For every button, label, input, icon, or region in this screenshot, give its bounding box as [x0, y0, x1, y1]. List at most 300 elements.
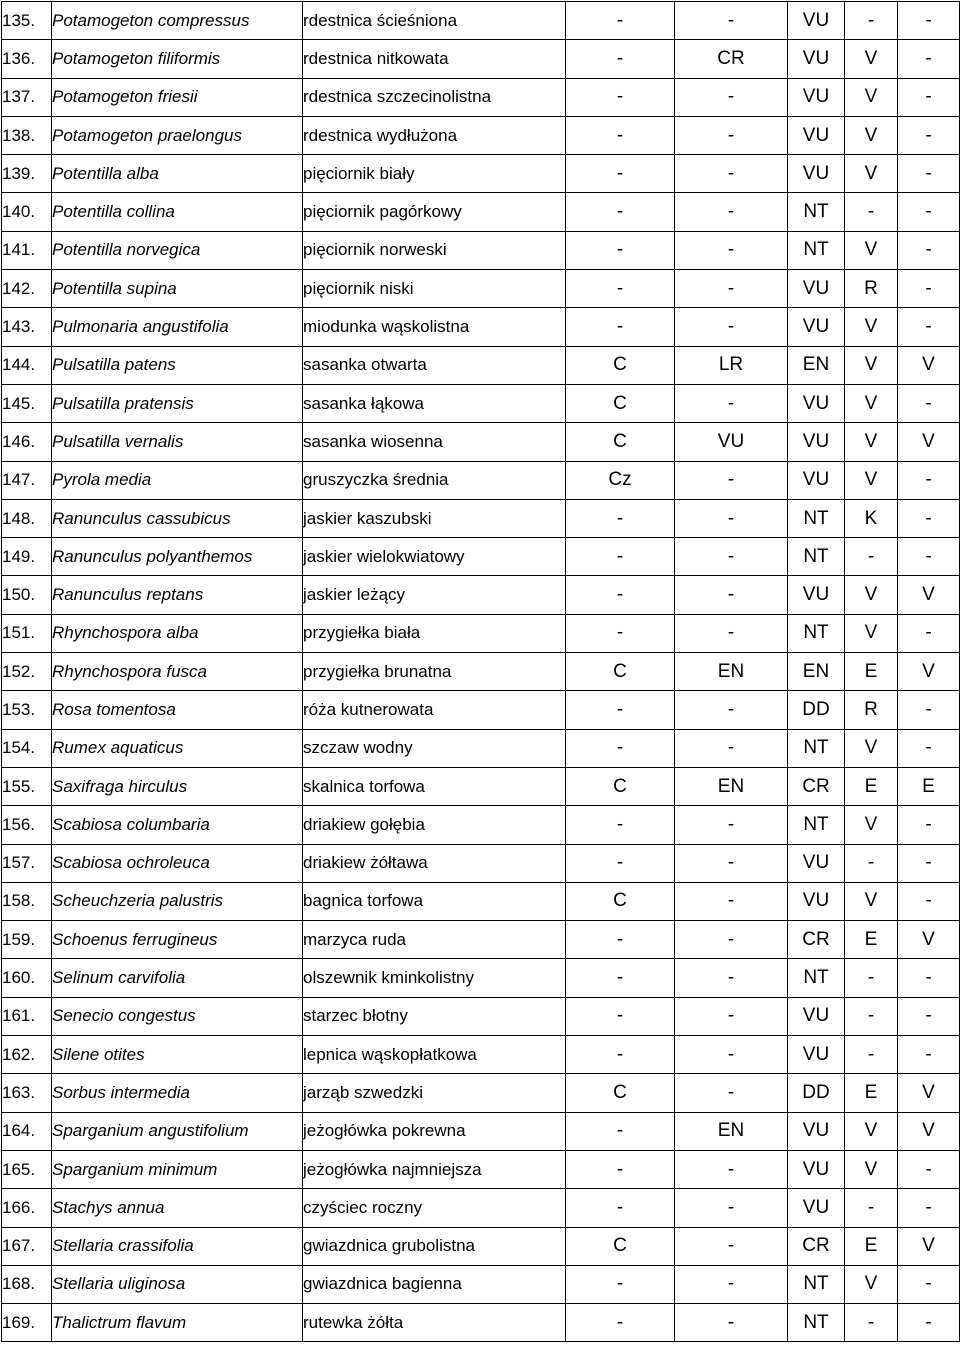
latin-name: Sorbus intermedia: [52, 1074, 303, 1112]
row-number: 157.: [2, 844, 52, 882]
status-code-3: VU: [788, 882, 845, 920]
status-code-3: DD: [788, 691, 845, 729]
status-code-1: -: [566, 1189, 675, 1227]
status-code-5: -: [898, 959, 960, 997]
row-number: 141.: [2, 231, 52, 269]
table-row: [2, 423, 960, 461]
status-code-3: VU: [788, 997, 845, 1035]
status-code-4: -: [845, 997, 898, 1035]
row-number: 153.: [2, 691, 52, 729]
latin-name: Pulsatilla vernalis: [52, 423, 303, 461]
status-code-1: C: [566, 384, 675, 422]
latin-name: Saxifraga hirculus: [52, 767, 303, 805]
status-code-5: -: [898, 270, 960, 308]
status-code-1: -: [566, 499, 675, 537]
table-row: [2, 614, 960, 652]
status-code-4: V: [845, 116, 898, 154]
row-number: 139.: [2, 155, 52, 193]
table-row: [2, 538, 960, 576]
status-code-4: E: [845, 921, 898, 959]
table-row: [2, 959, 960, 997]
status-code-2: -: [675, 691, 788, 729]
latin-name: Stellaria uliginosa: [52, 1265, 303, 1303]
latin-name: Sparganium angustifolium: [52, 1112, 303, 1150]
polish-name: jaskier kaszubski: [303, 499, 566, 537]
status-code-5: V: [898, 423, 960, 461]
table-row: [2, 461, 960, 499]
status-code-3: VU: [788, 1150, 845, 1188]
status-code-1: -: [566, 538, 675, 576]
polish-name: jaskier leżący: [303, 576, 566, 614]
row-number: 161.: [2, 997, 52, 1035]
row-number: 148.: [2, 499, 52, 537]
status-code-3: VU: [788, 155, 845, 193]
status-code-3: NT: [788, 1265, 845, 1303]
status-code-4: R: [845, 270, 898, 308]
status-code-4: V: [845, 423, 898, 461]
polish-name: gwiazdnica grubolistna: [303, 1227, 566, 1265]
row-number: 146.: [2, 423, 52, 461]
status-code-5: V: [898, 1112, 960, 1150]
status-code-1: -: [566, 231, 675, 269]
row-number: 164.: [2, 1112, 52, 1150]
polish-name: jarząb szwedzki: [303, 1074, 566, 1112]
polish-name: starzec błotny: [303, 997, 566, 1035]
status-code-5: -: [898, 1150, 960, 1188]
status-code-1: -: [566, 1036, 675, 1074]
status-code-1: C: [566, 767, 675, 805]
status-code-4: V: [845, 1265, 898, 1303]
polish-name: pięciornik pagórkowy: [303, 193, 566, 231]
row-number: 163.: [2, 1074, 52, 1112]
table-row: [2, 1112, 960, 1150]
status-code-4: -: [845, 959, 898, 997]
table-row: [2, 1304, 960, 1342]
status-code-5: -: [898, 538, 960, 576]
status-code-3: CR: [788, 1227, 845, 1265]
table-row: [2, 2, 960, 40]
latin-name: Ranunculus reptans: [52, 576, 303, 614]
latin-name: Pyrola media: [52, 461, 303, 499]
status-code-3: VU: [788, 576, 845, 614]
status-code-1: -: [566, 997, 675, 1035]
status-code-4: R: [845, 691, 898, 729]
status-code-1: -: [566, 576, 675, 614]
status-code-5: -: [898, 231, 960, 269]
status-code-2: -: [675, 193, 788, 231]
status-code-4: V: [845, 729, 898, 767]
table-row: [2, 346, 960, 384]
status-code-3: EN: [788, 653, 845, 691]
row-number: 159.: [2, 921, 52, 959]
status-code-2: -: [675, 959, 788, 997]
polish-name: przygiełka brunatna: [303, 653, 566, 691]
status-code-4: V: [845, 231, 898, 269]
status-code-1: -: [566, 1304, 675, 1342]
row-number: 140.: [2, 193, 52, 231]
status-code-4: E: [845, 1074, 898, 1112]
status-code-4: -: [845, 1189, 898, 1227]
status-code-3: NT: [788, 729, 845, 767]
status-code-1: -: [566, 1112, 675, 1150]
row-number: 135.: [2, 2, 52, 40]
polish-name: driakiew gołębia: [303, 806, 566, 844]
row-number: 138.: [2, 116, 52, 154]
status-code-2: VU: [675, 423, 788, 461]
row-number: 158.: [2, 882, 52, 920]
status-code-2: -: [675, 1227, 788, 1265]
row-number: 169.: [2, 1304, 52, 1342]
polish-name: jeżogłówka pokrewna: [303, 1112, 566, 1150]
polish-name: sasanka łąkowa: [303, 384, 566, 422]
latin-name: Senecio congestus: [52, 997, 303, 1035]
status-code-2: -: [675, 882, 788, 920]
status-code-3: VU: [788, 423, 845, 461]
status-code-1: -: [566, 729, 675, 767]
status-code-2: -: [675, 116, 788, 154]
latin-name: Ranunculus polyanthemos: [52, 538, 303, 576]
status-code-3: VU: [788, 384, 845, 422]
polish-name: pięciornik norweski: [303, 231, 566, 269]
status-code-3: VU: [788, 1112, 845, 1150]
polish-name: lepnica wąskopłatkowa: [303, 1036, 566, 1074]
status-code-1: -: [566, 78, 675, 116]
status-code-3: VU: [788, 461, 845, 499]
table-row: [2, 499, 960, 537]
latin-name: Potentilla norvegica: [52, 231, 303, 269]
table-row: [2, 1265, 960, 1303]
status-code-2: -: [675, 997, 788, 1035]
status-code-4: -: [845, 1304, 898, 1342]
table-row: [2, 1227, 960, 1265]
status-code-4: V: [845, 384, 898, 422]
latin-name: Selinum carvifolia: [52, 959, 303, 997]
status-code-2: -: [675, 1074, 788, 1112]
status-code-1: C: [566, 346, 675, 384]
status-code-1: -: [566, 614, 675, 652]
polish-name: rdestnica szczecinolistna: [303, 78, 566, 116]
status-code-1: -: [566, 270, 675, 308]
status-code-4: -: [845, 193, 898, 231]
table-row: [2, 116, 960, 154]
status-code-5: -: [898, 997, 960, 1035]
status-code-2: -: [675, 921, 788, 959]
status-code-5: -: [898, 844, 960, 882]
status-code-1: C: [566, 1074, 675, 1112]
status-code-2: -: [675, 1265, 788, 1303]
status-code-2: -: [675, 576, 788, 614]
table-row: [2, 729, 960, 767]
latin-name: Potentilla supina: [52, 270, 303, 308]
status-code-1: -: [566, 806, 675, 844]
polish-name: gwiazdnica bagienna: [303, 1265, 566, 1303]
species-table: [1, 1, 960, 1342]
latin-name: Potentilla alba: [52, 155, 303, 193]
status-code-3: VU: [788, 40, 845, 78]
row-number: 168.: [2, 1265, 52, 1303]
polish-name: marzyca ruda: [303, 921, 566, 959]
latin-name: Pulmonaria angustifolia: [52, 308, 303, 346]
polish-name: sasanka otwarta: [303, 346, 566, 384]
status-code-5: -: [898, 691, 960, 729]
table-row: [2, 308, 960, 346]
latin-name: Rumex aquaticus: [52, 729, 303, 767]
polish-name: sasanka wiosenna: [303, 423, 566, 461]
status-code-5: V: [898, 1227, 960, 1265]
polish-name: rdestnica nitkowata: [303, 40, 566, 78]
status-code-2: -: [675, 1036, 788, 1074]
row-number: 142.: [2, 270, 52, 308]
table-row: [2, 1036, 960, 1074]
status-code-4: V: [845, 40, 898, 78]
status-code-4: -: [845, 844, 898, 882]
status-code-1: C: [566, 1227, 675, 1265]
polish-name: olszewnik kminkolistny: [303, 959, 566, 997]
status-code-5: -: [898, 308, 960, 346]
status-code-3: NT: [788, 499, 845, 537]
status-code-3: CR: [788, 767, 845, 805]
status-code-5: E: [898, 767, 960, 805]
latin-name: Pulsatilla patens: [52, 346, 303, 384]
status-code-5: -: [898, 1189, 960, 1227]
row-number: 160.: [2, 959, 52, 997]
status-code-1: -: [566, 921, 675, 959]
status-code-2: EN: [675, 1112, 788, 1150]
row-number: 149.: [2, 538, 52, 576]
status-code-1: -: [566, 155, 675, 193]
row-number: 155.: [2, 767, 52, 805]
status-code-4: V: [845, 308, 898, 346]
row-number: 152.: [2, 653, 52, 691]
latin-name: Scabiosa ochroleuca: [52, 844, 303, 882]
status-code-2: EN: [675, 653, 788, 691]
status-code-2: EN: [675, 767, 788, 805]
table-row: [2, 1150, 960, 1188]
status-code-4: V: [845, 346, 898, 384]
status-code-5: -: [898, 1036, 960, 1074]
status-code-3: NT: [788, 538, 845, 576]
status-code-3: VU: [788, 308, 845, 346]
latin-name: Rhynchospora fusca: [52, 653, 303, 691]
status-code-2: -: [675, 308, 788, 346]
status-code-5: -: [898, 499, 960, 537]
status-code-3: DD: [788, 1074, 845, 1112]
polish-name: rdestnica ścieśniona: [303, 2, 566, 40]
polish-name: pięciornik niski: [303, 270, 566, 308]
status-code-3: VU: [788, 270, 845, 308]
status-code-1: -: [566, 959, 675, 997]
status-code-3: VU: [788, 1189, 845, 1227]
polish-name: rutewka żółta: [303, 1304, 566, 1342]
status-code-4: E: [845, 767, 898, 805]
table-row: [2, 576, 960, 614]
status-code-3: NT: [788, 806, 845, 844]
latin-name: Stachys annua: [52, 1189, 303, 1227]
table-row: [2, 78, 960, 116]
status-code-1: -: [566, 1150, 675, 1188]
status-code-5: V: [898, 921, 960, 959]
row-number: 137.: [2, 78, 52, 116]
status-code-2: -: [675, 1150, 788, 1188]
latin-name: Sparganium minimum: [52, 1150, 303, 1188]
status-code-5: -: [898, 882, 960, 920]
status-code-5: V: [898, 576, 960, 614]
table-row: [2, 844, 960, 882]
status-code-2: -: [675, 1304, 788, 1342]
status-code-3: NT: [788, 1304, 845, 1342]
status-code-2: -: [675, 384, 788, 422]
table-row: [2, 40, 960, 78]
latin-name: Potamogeton friesii: [52, 78, 303, 116]
status-code-5: -: [898, 1304, 960, 1342]
table-row: [2, 1074, 960, 1112]
status-code-5: -: [898, 116, 960, 154]
status-code-3: EN: [788, 346, 845, 384]
table-row: [2, 882, 960, 920]
status-code-4: V: [845, 155, 898, 193]
status-code-4: -: [845, 2, 898, 40]
row-number: 145.: [2, 384, 52, 422]
status-code-5: V: [898, 346, 960, 384]
status-code-2: -: [675, 538, 788, 576]
status-code-5: -: [898, 2, 960, 40]
status-code-4: V: [845, 461, 898, 499]
latin-name: Rosa tomentosa: [52, 691, 303, 729]
status-code-1: C: [566, 423, 675, 461]
status-code-2: -: [675, 1189, 788, 1227]
status-code-2: -: [675, 499, 788, 537]
latin-name: Ranunculus cassubicus: [52, 499, 303, 537]
status-code-3: VU: [788, 844, 845, 882]
status-code-2: -: [675, 270, 788, 308]
latin-name: Schoenus ferrugineus: [52, 921, 303, 959]
latin-name: Potamogeton filiformis: [52, 40, 303, 78]
table-row: [2, 270, 960, 308]
status-code-4: E: [845, 1227, 898, 1265]
status-code-5: -: [898, 806, 960, 844]
table-row: [2, 691, 960, 729]
status-code-5: -: [898, 729, 960, 767]
table-row: [2, 1189, 960, 1227]
table-row: [2, 767, 960, 805]
row-number: 151.: [2, 614, 52, 652]
status-code-1: -: [566, 193, 675, 231]
status-code-2: -: [675, 155, 788, 193]
status-code-5: -: [898, 40, 960, 78]
status-code-5: -: [898, 193, 960, 231]
polish-name: przygiełka biała: [303, 614, 566, 652]
row-number: 156.: [2, 806, 52, 844]
status-code-5: -: [898, 614, 960, 652]
status-code-2: -: [675, 78, 788, 116]
latin-name: Scabiosa columbaria: [52, 806, 303, 844]
row-number: 166.: [2, 1189, 52, 1227]
status-code-1: -: [566, 308, 675, 346]
status-code-1: -: [566, 691, 675, 729]
status-code-3: NT: [788, 231, 845, 269]
status-code-5: V: [898, 1074, 960, 1112]
status-code-4: -: [845, 1036, 898, 1074]
polish-name: rdestnica wydłużona: [303, 116, 566, 154]
status-code-1: Cz: [566, 461, 675, 499]
status-code-2: -: [675, 2, 788, 40]
latin-name: Rhynchospora alba: [52, 614, 303, 652]
status-code-3: VU: [788, 2, 845, 40]
polish-name: jeżogłówka najmniejsza: [303, 1150, 566, 1188]
latin-name: Potamogeton praelongus: [52, 116, 303, 154]
status-code-4: V: [845, 1112, 898, 1150]
table-row: [2, 653, 960, 691]
status-code-2: CR: [675, 40, 788, 78]
status-code-2: -: [675, 844, 788, 882]
table-row: [2, 193, 960, 231]
polish-name: róża kutnerowata: [303, 691, 566, 729]
table-row: [2, 921, 960, 959]
status-code-1: C: [566, 882, 675, 920]
status-code-5: -: [898, 78, 960, 116]
status-code-4: V: [845, 576, 898, 614]
latin-name: Stellaria crassifolia: [52, 1227, 303, 1265]
row-number: 150.: [2, 576, 52, 614]
table-row: [2, 997, 960, 1035]
row-number: 162.: [2, 1036, 52, 1074]
polish-name: bagnica torfowa: [303, 882, 566, 920]
status-code-1: C: [566, 653, 675, 691]
status-code-2: -: [675, 614, 788, 652]
latin-name: Potamogeton compressus: [52, 2, 303, 40]
status-code-3: NT: [788, 959, 845, 997]
status-code-2: -: [675, 806, 788, 844]
status-code-1: -: [566, 844, 675, 882]
status-code-5: V: [898, 653, 960, 691]
latin-name: Thalictrum flavum: [52, 1304, 303, 1342]
polish-name: pięciornik biały: [303, 155, 566, 193]
status-code-2: -: [675, 729, 788, 767]
status-code-5: -: [898, 384, 960, 422]
status-code-4: K: [845, 499, 898, 537]
status-code-3: VU: [788, 116, 845, 154]
polish-name: driakiew żółtawa: [303, 844, 566, 882]
status-code-4: V: [845, 1150, 898, 1188]
status-code-4: -: [845, 538, 898, 576]
latin-name: Potentilla collina: [52, 193, 303, 231]
status-code-4: V: [845, 78, 898, 116]
table-row: [2, 806, 960, 844]
status-code-4: V: [845, 614, 898, 652]
status-code-4: V: [845, 882, 898, 920]
latin-name: Scheuchzeria palustris: [52, 882, 303, 920]
status-code-1: -: [566, 40, 675, 78]
status-code-4: E: [845, 653, 898, 691]
status-code-3: NT: [788, 193, 845, 231]
row-number: 144.: [2, 346, 52, 384]
latin-name: Pulsatilla pratensis: [52, 384, 303, 422]
table-row: [2, 231, 960, 269]
polish-name: miodunka wąskolistna: [303, 308, 566, 346]
polish-name: skalnica torfowa: [303, 767, 566, 805]
polish-name: szczaw wodny: [303, 729, 566, 767]
row-number: 167.: [2, 1227, 52, 1265]
status-code-5: -: [898, 155, 960, 193]
species-table-body: [2, 2, 960, 1342]
table-row: [2, 155, 960, 193]
status-code-3: VU: [788, 1036, 845, 1074]
status-code-2: -: [675, 461, 788, 499]
status-code-2: LR: [675, 346, 788, 384]
polish-name: jaskier wielokwiatowy: [303, 538, 566, 576]
polish-name: gruszyczka średnia: [303, 461, 566, 499]
status-code-1: -: [566, 2, 675, 40]
